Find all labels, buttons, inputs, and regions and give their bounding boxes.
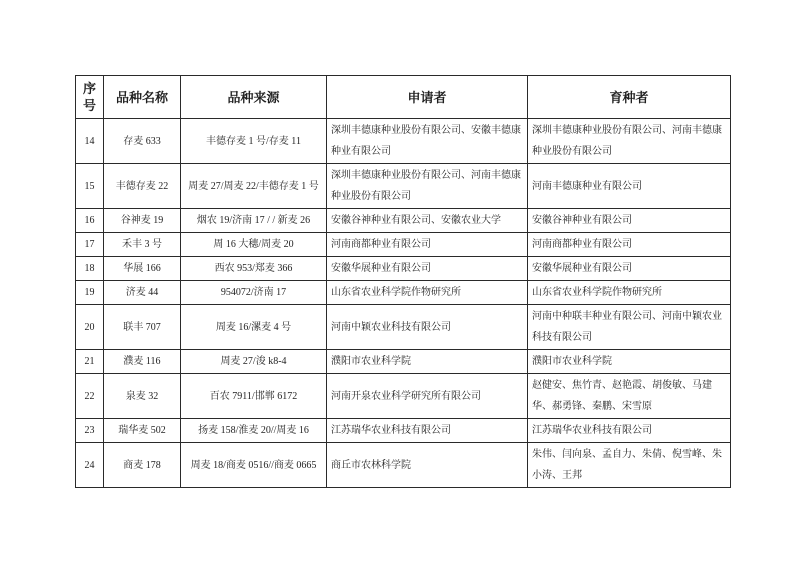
- cell-source: 扬麦 158/淮麦 20//周麦 16: [181, 419, 327, 443]
- cell-applicant: 安徽谷神种业有限公司、安徽农业大学: [327, 209, 528, 233]
- table-row: [76, 281, 731, 305]
- cell-name: 泉麦 32: [104, 374, 181, 419]
- cell-name: 商麦 178: [104, 443, 181, 488]
- cell-breeder: 赵健安、焦竹青、赵艳霞、胡俊敏、马建华、郝勇锋、秦鹏、宋雪原: [528, 374, 731, 419]
- cell-source: 百农 7911/邯郸 6172: [181, 374, 327, 419]
- cell-num: 23: [76, 419, 104, 443]
- cell-applicant: 河南中颖农业科技有限公司: [327, 305, 528, 350]
- table-row: [76, 233, 731, 257]
- variety-table: [75, 75, 731, 488]
- cell-name: 禾丰 3 号: [104, 233, 181, 257]
- cell-applicant: 安徽华展种业有限公司: [327, 257, 528, 281]
- cell-name: 谷神麦 19: [104, 209, 181, 233]
- cell-source: 954072/济南 17: [181, 281, 327, 305]
- table-row: [76, 350, 731, 374]
- cell-source: 西农 953/郑麦 366: [181, 257, 327, 281]
- cell-breeder: 河南丰德康种业有限公司: [528, 164, 731, 209]
- cell-name: 济麦 44: [104, 281, 181, 305]
- header-variety-name: 品种名称: [104, 76, 181, 119]
- cell-source: 周麦 16/漯麦 4 号: [181, 305, 327, 350]
- cell-source: 周麦 27/周麦 22/丰德存麦 1 号: [181, 164, 327, 209]
- cell-applicant: 商丘市农林科学院: [327, 443, 528, 488]
- header-applicant: 申请者: [327, 76, 528, 119]
- cell-num: 22: [76, 374, 104, 419]
- cell-breeder: 安徽华展种业有限公司: [528, 257, 731, 281]
- cell-name: 瑞华麦 502: [104, 419, 181, 443]
- table-row: [76, 209, 731, 233]
- cell-breeder: 深圳丰德康种业股份有限公司、河南丰德康种业股份有限公司: [528, 119, 731, 164]
- cell-breeder: 朱伟、闫向泉、孟自力、朱倩、倪雪峰、朱小涛、王邦: [528, 443, 731, 488]
- cell-num: 18: [76, 257, 104, 281]
- table-row: [76, 119, 731, 164]
- cell-source: 周麦 27/浚 k8-4: [181, 350, 327, 374]
- header-serial-number: 序号: [76, 76, 104, 119]
- cell-applicant: 江苏瑞华农业科技有限公司: [327, 419, 528, 443]
- cell-applicant: 深圳丰德康种业股份有限公司、河南丰德康种业股份有限公司: [327, 164, 528, 209]
- cell-breeder: 江苏瑞华农业科技有限公司: [528, 419, 731, 443]
- cell-source: 丰德存麦 1 号/存麦 11: [181, 119, 327, 164]
- cell-applicant: 河南商都种业有限公司: [327, 233, 528, 257]
- cell-breeder: 濮阳市农业科学院: [528, 350, 731, 374]
- cell-applicant: 山东省农业科学院作物研究所: [327, 281, 528, 305]
- cell-num: 15: [76, 164, 104, 209]
- cell-breeder: 山东省农业科学院作物研究所: [528, 281, 731, 305]
- cell-breeder: 河南中种联丰种业有限公司、河南中颖农业科技有限公司: [528, 305, 731, 350]
- cell-num: 19: [76, 281, 104, 305]
- cell-source: 烟农 19/济南 17 / / 新麦 26: [181, 209, 327, 233]
- cell-applicant: 深圳丰德康种业股份有限公司、安徽丰德康种业有限公司: [327, 119, 528, 164]
- table-row: [76, 164, 731, 209]
- table-body: [76, 119, 731, 488]
- header-variety-source: 品种来源: [181, 76, 327, 119]
- cell-name: 濮麦 116: [104, 350, 181, 374]
- cell-breeder: 安徽谷神种业有限公司: [528, 209, 731, 233]
- cell-num: 14: [76, 119, 104, 164]
- cell-applicant: 濮阳市农业科学院: [327, 350, 528, 374]
- cell-source: 周 16 大穗/周麦 20: [181, 233, 327, 257]
- cell-name: 存麦 633: [104, 119, 181, 164]
- cell-name: 丰德存麦 22: [104, 164, 181, 209]
- table-row: [76, 257, 731, 281]
- table-row: [76, 374, 731, 419]
- cell-name: 华展 166: [104, 257, 181, 281]
- cell-num: 21: [76, 350, 104, 374]
- table-row: [76, 305, 731, 350]
- cell-num: 20: [76, 305, 104, 350]
- table-row: [76, 419, 731, 443]
- cell-num: 24: [76, 443, 104, 488]
- header-breeder: 育种者: [528, 76, 731, 119]
- cell-num: 16: [76, 209, 104, 233]
- table-row: [76, 443, 731, 488]
- cell-breeder: 河南商都种业有限公司: [528, 233, 731, 257]
- cell-source: 周麦 18/商麦 0516//商麦 0665: [181, 443, 327, 488]
- cell-name: 联丰 707: [104, 305, 181, 350]
- header-row: [76, 76, 731, 119]
- cell-num: 17: [76, 233, 104, 257]
- cell-applicant: 河南开泉农业科学研究所有限公司: [327, 374, 528, 419]
